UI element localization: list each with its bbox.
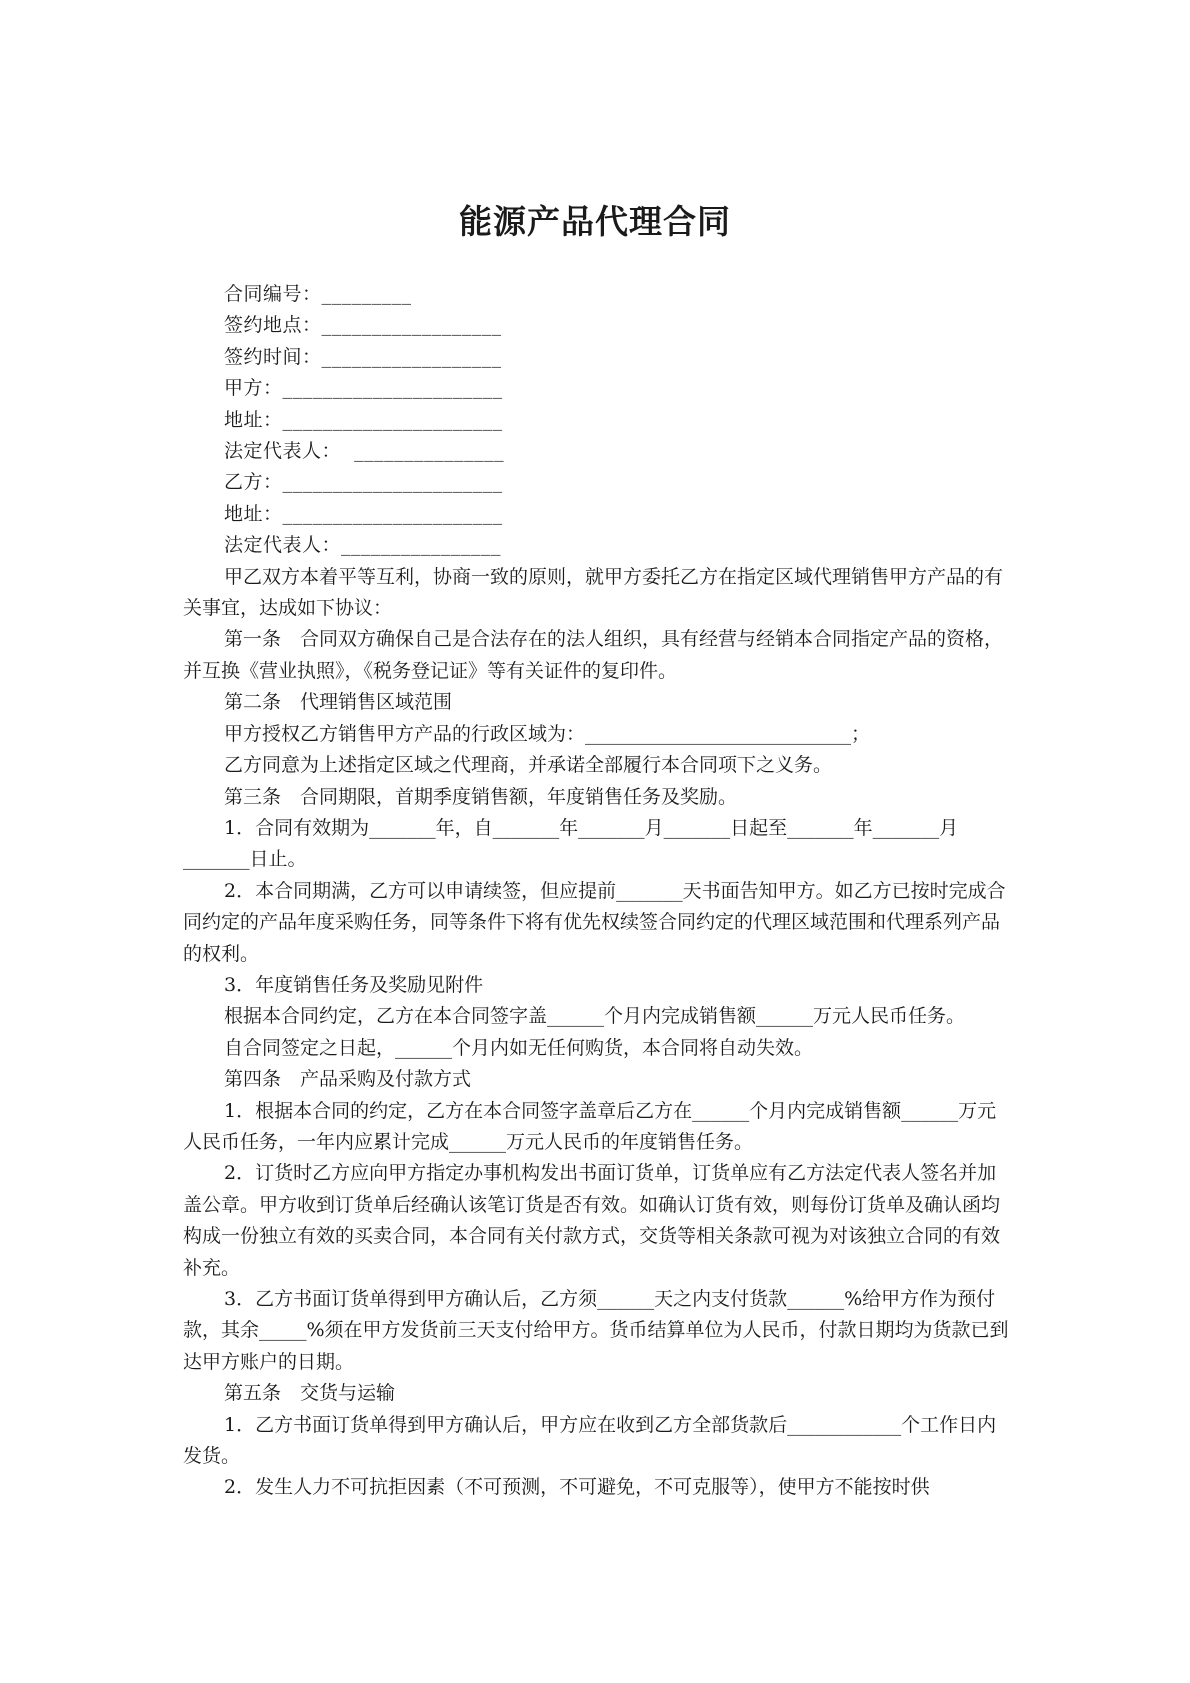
section-heading: 第二条 代理销售区域范围 (224, 691, 453, 714)
paragraph: 第一条 合同双方确保自己是合法存在的法人组织，具有经营与经销本合同指定产品的资格，并互换《营业执照》，《税务登记证》等有关证件的复印件。 (183, 628, 1004, 682)
field-party-b-address: 地址：______________________ (224, 502, 503, 525)
paragraph: 甲方授权乙方销售甲方产品的行政区域为：____________________________； (224, 722, 871, 745)
field-party-a-address: 地址：______________________ (224, 408, 503, 431)
paragraph: 2．本合同期满，乙方可以申请续签，但应提前_______天书面告知甲方。如乙方已按时完成合同约定的产品年度采购任务，同等条件下将有优先权续签合同约定的代理区域范围和代理系列产品的权利。 (183, 879, 1006, 965)
paragraph: 根据本合同约定，乙方在本合同签字盖______个月内完成销售额______万元人民币任务。 (224, 1005, 966, 1028)
paragraph: 自合同签定之日起，______个月内如无任何购货，本合同将自动失效。 (224, 1036, 814, 1059)
paragraph: 1．乙方书面订货单得到甲方确认后，甲方应在收到乙方全部货款后____________个工作日内发货。 (183, 1413, 997, 1468)
paragraph: 2．发生人力不可抗拒因素（不可预测，不可避免，不可克服等），使甲方不能按时供 (224, 1476, 930, 1499)
field-signing-place: 签约地点：__________________ (224, 314, 502, 337)
paragraph: 2．订货时乙方应向甲方指定办事机构发出书面订货单，订货单应有乙方法定代表人签名并加盖公章。甲方收到订货单后经确认该笔订货是否有效。如确认订货有效，则每份订货单及确认函均构成一份独立有效的买卖合同，本合同有关付款方式，交货等相关条款可视为对该独立合同的有效补充。 (183, 1162, 1001, 1279)
document-title: 能源产品代理合同 (459, 202, 731, 241)
field-contract-number: 合同编号：_________ (224, 283, 412, 305)
paragraph: 乙方同意为上述指定区域之代理商，并承诺全部履行本合同项下之义务。 (224, 754, 833, 777)
section-heading: 第五条 交货与运输 (224, 1382, 396, 1405)
paragraph: 1．根据本合同的约定，乙方在本合同签字盖章后乙方在______个月内完成销售额______万元人民币任务，一年内应累计完成______万元人民币的年度销售任务。 (183, 1099, 997, 1153)
field-party-a-representative: 法定代表人： _______________ (224, 440, 505, 463)
paragraph: 3．年度销售任务及奖励见附件 (224, 973, 484, 996)
field-signing-time: 签约时间：__________________ (224, 345, 502, 368)
paragraph: 甲乙双方本着平等互利，协商一致的原则，就甲方委托乙方在指定区域代理销售甲方产品的有关事宜，达成如下协议： (183, 565, 1004, 620)
document-body (183, 279, 1013, 1504)
field-party-b-representative: 法定代表人：________________ (224, 534, 502, 557)
field-party-a: 甲方：______________________ (224, 377, 503, 400)
paragraph: 3．乙方书面订货单得到甲方确认后，乙方须______天之内支付货款______%给甲方作为预付款，其余_____%须在甲方发货前三天支付给甲方。货币结算单位为人民币，付款日期均为货款已到达甲方账户的日期。 (183, 1288, 1009, 1373)
field-party-b: 乙方：______________________ (224, 471, 503, 494)
section-heading: 第三条 合同期限，首期季度销售额，年度销售任务及奖励。 (224, 785, 738, 808)
section-heading: 第四条 产品采购及付款方式 (224, 1068, 472, 1091)
paragraph: 1．合同有效期为_______年，自_______年_______月_______日起至_______年_______月_______日止。 (183, 816, 959, 871)
